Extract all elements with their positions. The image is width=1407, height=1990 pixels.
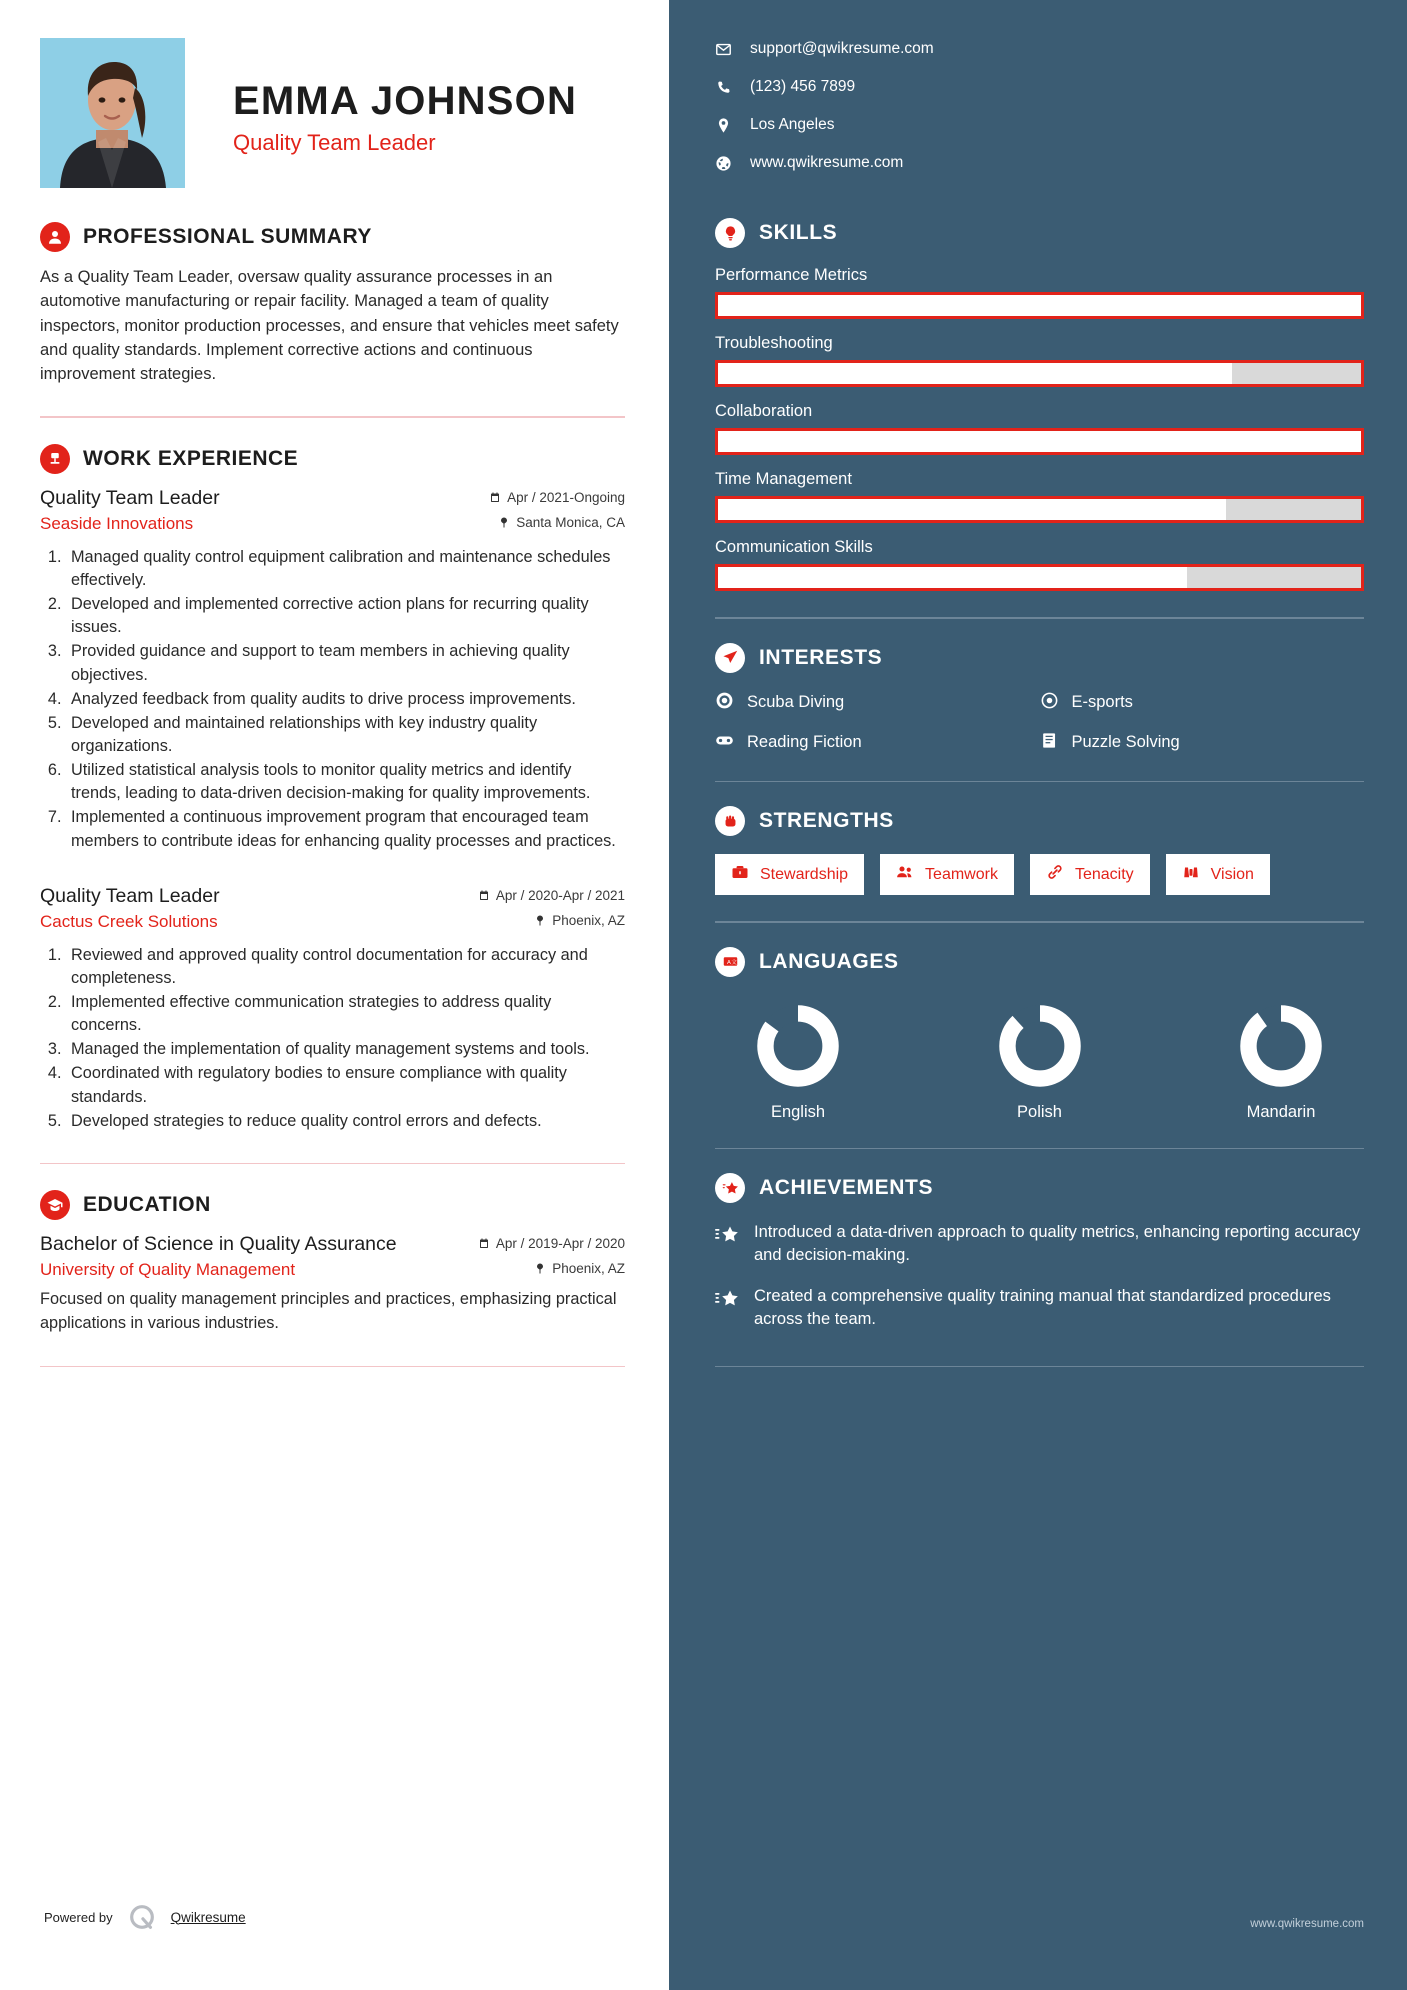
notebook-icon	[1040, 731, 1059, 755]
language-donut	[755, 1003, 841, 1089]
experience-item	[40, 885, 625, 1133]
bullet: 3. Managed the implementation of quality management systems and tools.	[66, 1038, 625, 1061]
fist-icon	[715, 806, 745, 836]
achievement-item	[715, 1285, 1364, 1332]
language-label: English	[770, 1102, 826, 1121]
section-title-interests: INTERESTS	[759, 645, 883, 669]
people-icon	[896, 863, 914, 886]
section-header-summary	[40, 222, 625, 252]
powered-by-label: Powered by	[44, 1909, 113, 1925]
experience-item	[40, 487, 625, 853]
user-icon	[40, 222, 70, 252]
divider	[715, 617, 1364, 619]
bullet: 7. Implemented a continuous improvement program that encouraged team members to contribute ideas for enhancing quality processes and practices.	[66, 806, 625, 852]
section-header-education	[40, 1190, 625, 1220]
strength-label: Teamwork	[925, 865, 998, 883]
education-dates-wrap	[478, 1236, 625, 1251]
skill-item	[715, 402, 1364, 455]
left-column	[0, 0, 669, 1990]
link-icon	[1046, 863, 1064, 886]
footer	[44, 1902, 246, 1932]
svg-text:文: 文	[730, 959, 737, 966]
education-degree: Bachelor of Science in Quality Assurance	[40, 1233, 397, 1256]
education-location-wrap	[534, 1261, 625, 1276]
contact-email-text: support@qwikresume.com	[750, 40, 934, 57]
gamepad-icon	[715, 731, 734, 755]
skill-item	[715, 470, 1364, 523]
section-title-education: EDUCATION	[83, 1193, 211, 1217]
skill-bar-fill	[718, 295, 1361, 316]
skill-item	[715, 266, 1364, 319]
job-location: Phoenix, AZ	[552, 912, 625, 928]
skill-bar	[715, 564, 1364, 591]
interest-label: E-sports	[1071, 693, 1133, 711]
achievement-item	[715, 1221, 1364, 1268]
skill-item	[715, 538, 1364, 591]
section-header-strengths	[715, 806, 1364, 836]
strength-chip	[1166, 854, 1270, 895]
job-location: Santa Monica, CA	[516, 514, 625, 530]
achievement-text: Introduced a data-driven approach to quality metrics, enhancing reporting accuracy and decision-making.	[754, 1223, 1361, 1265]
translate-icon	[715, 947, 745, 977]
candidate-title: Quality Team Leader	[233, 130, 436, 155]
contact-website[interactable]	[715, 154, 1364, 172]
calendar-icon	[489, 491, 501, 504]
job-company: Seaside Innovations	[40, 513, 194, 533]
name-block	[233, 38, 577, 156]
summary-text: As a Quality Team Leader, oversaw quality assurance processes in an automotive manufacturing or repair facility. Managed a team of quality inspectors, monitor production processes, and ensure that vehicles meet safety and quality standards. Implement corrective actions and continuous improvement strategies.	[40, 268, 619, 383]
calendar-icon	[478, 889, 490, 902]
divider	[715, 1366, 1364, 1368]
interests-list	[715, 691, 1364, 755]
envelope-icon	[715, 41, 732, 58]
job-role: Quality Team Leader	[40, 486, 220, 509]
interest-item	[1040, 691, 1365, 715]
skill-bar-fill	[718, 363, 1232, 384]
skill-bar	[715, 496, 1364, 523]
header	[40, 38, 625, 188]
skill-bar	[715, 292, 1364, 319]
job-dates-wrap	[478, 888, 625, 903]
language-donut	[1238, 1003, 1324, 1089]
skill-bar-fill	[718, 567, 1187, 588]
bullet: 3. Provided guidance and support to team members in achieving quality objectives.	[66, 640, 625, 686]
calendar-icon	[478, 1237, 490, 1250]
contact-location	[715, 116, 1364, 134]
divider	[40, 1163, 625, 1165]
skill-label: Troubleshooting	[715, 334, 833, 352]
qwikresume-logo-icon	[127, 1902, 157, 1932]
qwikresume-link[interactable]: Qwikresume	[170, 1909, 246, 1925]
lifebuoy-icon	[715, 691, 734, 715]
pin-icon	[534, 1262, 546, 1275]
svg-text:A: A	[726, 959, 731, 966]
contact-email[interactable]	[715, 40, 1364, 58]
contact-phone-text: (123) 456 7899	[750, 78, 856, 95]
interest-label: Puzzle Solving	[1071, 733, 1180, 751]
language-label: Mandarin	[1246, 1102, 1316, 1121]
contact-website-text: www.qwikresume.com	[750, 154, 904, 171]
shooting-star-icon	[715, 1173, 745, 1203]
bullet: 4. Analyzed feedback from quality audits to drive process improvements.	[66, 688, 625, 711]
paper-plane-icon	[715, 643, 745, 673]
divider	[715, 1148, 1364, 1150]
job-bullets	[66, 944, 625, 1133]
graduation-cap-icon	[40, 1190, 70, 1220]
skill-label: Collaboration	[715, 402, 813, 420]
skill-label: Time Management	[715, 470, 852, 488]
right-sidebar	[669, 0, 1407, 1990]
pin-icon	[534, 914, 546, 927]
language-item	[723, 1003, 873, 1122]
skill-bar-fill	[718, 499, 1226, 520]
section-header-achievements	[715, 1173, 1364, 1203]
strength-chip	[1030, 854, 1150, 895]
interest-label: Reading Fiction	[747, 733, 862, 751]
job-location-wrap	[498, 515, 625, 530]
language-item	[965, 1003, 1115, 1122]
divider	[40, 416, 625, 418]
education-location: Phoenix, AZ	[552, 1261, 625, 1277]
strength-label: Stewardship	[760, 865, 849, 883]
bullet: 5. Developed strategies to reduce quality control errors and defects.	[66, 1110, 625, 1133]
divider	[715, 781, 1364, 783]
profile-photo	[40, 38, 185, 188]
skill-item	[715, 334, 1364, 387]
education-description: Focused on quality management principles and practices, emphasizing practical applications in various industries.	[40, 1290, 617, 1333]
section-title-experience: WORK EXPERIENCE	[83, 446, 299, 470]
bullet: 6. Utilized statistical analysis tools to monitor quality metrics and identify trends, leading to data-driven decision-making for quality improvements.	[66, 759, 625, 805]
skill-bar-fill	[718, 431, 1361, 452]
section-title-languages: LANGUAGES	[759, 949, 899, 973]
language-label: Polish	[1017, 1102, 1062, 1121]
interest-label: Scuba Diving	[747, 693, 845, 711]
job-company: Cactus Creek Solutions	[40, 911, 218, 931]
strengths-list	[715, 854, 1364, 895]
skills-list	[715, 266, 1364, 591]
bullet: 1. Managed quality control equipment calibration and maintenance schedules effectively.	[66, 546, 625, 592]
achievements-list	[715, 1221, 1364, 1332]
interest-item	[1040, 731, 1365, 755]
section-title-summary: PROFESSIONAL SUMMARY	[83, 225, 372, 248]
bullet: 5. Developed and maintained relationships with key industry quality organizations.	[66, 712, 625, 758]
job-dates: Apr / 2020-Apr / 2021	[495, 887, 625, 903]
education-school: University of Quality Management	[40, 1260, 296, 1280]
contact-list	[715, 40, 1364, 172]
job-dates: Apr / 2021-Ongoing	[507, 489, 625, 505]
strength-chip	[715, 854, 864, 895]
section-title-achievements: ACHIEVEMENTS	[759, 1176, 934, 1199]
contact-location-text: Los Angeles	[750, 116, 835, 133]
skill-bar	[715, 360, 1364, 387]
section-title-skills: SKILLS	[759, 221, 838, 244]
strength-chip	[880, 854, 1014, 895]
languages-list	[715, 995, 1364, 1122]
job-role: Quality Team Leader	[40, 884, 220, 907]
education-item	[40, 1233, 625, 1335]
section-header-experience	[40, 444, 625, 474]
section-header-languages	[715, 947, 1364, 977]
contact-phone[interactable]	[715, 78, 1364, 96]
skill-label: Communication Skills	[715, 538, 873, 556]
bullet: 2. Developed and implemented corrective action plans for recurring quality issues.	[66, 593, 625, 639]
pin-icon	[498, 516, 510, 529]
lightbulb-icon	[715, 218, 745, 248]
divider	[715, 921, 1364, 923]
language-donut	[997, 1003, 1083, 1089]
target-icon	[1040, 691, 1059, 715]
language-item	[1206, 1003, 1356, 1122]
strength-label: Vision	[1210, 865, 1254, 883]
binoculars-icon	[1182, 863, 1200, 886]
section-title-strengths: STRENGTHS	[759, 809, 894, 832]
star-icon	[715, 1223, 739, 1247]
star-icon	[715, 1287, 739, 1311]
job-location-wrap	[534, 913, 625, 928]
phone-icon	[715, 79, 732, 96]
bullet: 2. Implemented effective communication strategies to address quality concerns.	[66, 991, 625, 1037]
section-header-skills	[715, 218, 1364, 248]
education-dates: Apr / 2019-Apr / 2020	[495, 1236, 625, 1252]
skill-label: Performance Metrics	[715, 266, 868, 284]
interest-item	[715, 691, 1040, 715]
skill-bar	[715, 428, 1364, 455]
globe-icon	[715, 155, 732, 172]
interest-item	[715, 731, 1040, 755]
section-header-interests	[715, 643, 1364, 673]
achievement-text: Created a comprehensive quality training manual that standardized procedures across the team.	[754, 1286, 1331, 1329]
divider	[40, 1366, 625, 1368]
candidate-name: EMMA JOHNSON	[233, 79, 578, 123]
job-dates-wrap	[489, 490, 625, 505]
strength-label: Tenacity	[1074, 865, 1134, 883]
sidebar-footer-url: www.qwikresume.com	[1250, 1918, 1364, 1930]
pin-icon	[715, 117, 732, 134]
job-bullets	[66, 546, 625, 853]
briefcase-chair-icon	[40, 444, 70, 474]
briefcase-icon	[731, 863, 749, 886]
bullet: 4. Coordinated with regulatory bodies to ensure compliance with quality standards.	[66, 1062, 625, 1108]
bullet: 1. Reviewed and approved quality control documentation for accuracy and completeness.	[66, 944, 625, 990]
